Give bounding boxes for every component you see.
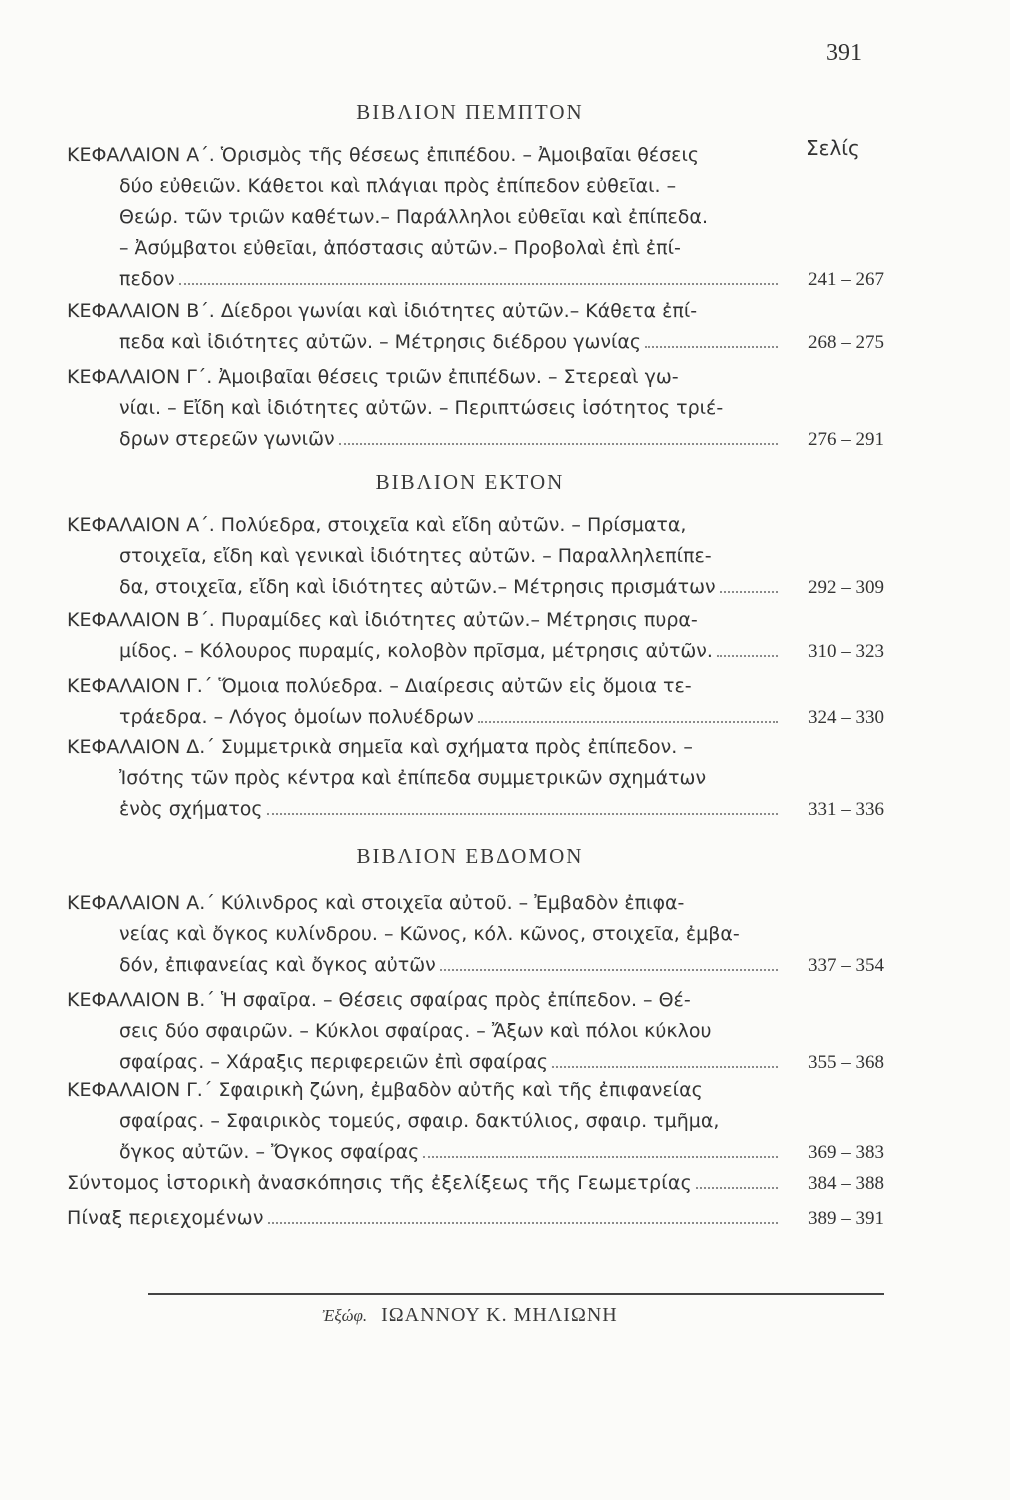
footer-divider [148, 1293, 884, 1295]
page-range: 337 – 354 [808, 955, 884, 976]
entry-line: ΚΕΦΑΛΑΙΟΝ Β.΄ Ἡ σφαῖρα. – Θέσεις σφαίρας πρὸς ἐπίπεδον. – Θέ- [67, 989, 691, 1011]
entry-line: δρων στερεῶν γωνιῶν [119, 428, 335, 450]
toc-entry [67, 985, 884, 1078]
page-range: 389 – 391 [808, 1208, 884, 1229]
entry-line: ὄγκος αὐτῶν. – Ὄγκος σφαίρας [119, 1141, 420, 1163]
toc-entry [67, 1203, 884, 1234]
toc-entry [67, 510, 884, 603]
entry-line: – Ἀσύμβατοι εὐθεῖαι, ἀπόστασις αὐτῶν.– Προβολαὶ ἐπὶ ἐπί- [119, 237, 681, 259]
page-range: 324 – 330 [808, 707, 884, 728]
page-range: 331 – 336 [808, 799, 884, 820]
page-range: 241 – 267 [808, 269, 884, 290]
page-range: 355 – 368 [808, 1052, 884, 1073]
entry-line: πεδα καὶ ἰδιότητες αὐτῶν. – Μέτρησις διέδρου γωνίας [119, 331, 642, 353]
book-title: ΒΙΒΛΙΟΝ ΕΒΔΟΜΟΝ [356, 844, 584, 868]
entry-line: σφαίρας. – Σφαιρικὸς τομεύς, σφαιρ. δακτύλιος, σφαιρ. τμῆμα, [119, 1110, 720, 1132]
entry-line: στοιχεῖα, εἴδη καὶ γενικαὶ ἰδιότητες αὐτῶν. – Παραλληλεπίπε- [119, 545, 712, 567]
page-range: 268 – 275 [808, 332, 884, 353]
entry-line: σεις δύο σφαιρῶν. – Κύκλοι σφαίρας. – Ἄξων καὶ πόλοι κύκλου [119, 1020, 712, 1042]
pages-column-label: Σελίς [806, 136, 860, 160]
entry-line: ΚΕΦΑΛΑΙΟΝ Β΄. Πυραμίδες καὶ ἰδιότητες αὐτῶν.– Μέτρησις πυρα- [67, 609, 698, 631]
page-range: 292 – 309 [808, 577, 884, 598]
entry-line: ΚΕΦΑΛΑΙΟΝ Γ΄. Ἀμοιβαῖαι θέσεις τριῶν ἐπιπέδων. – Στερεαὶ γω- [67, 366, 679, 388]
entry-line: δύο εὐθειῶν. Κάθετοι καὶ πλάγιαι πρὸς ἐπίπεδον εὐθεῖαι. – [119, 175, 677, 197]
footer-label: Ἐξώφ. [322, 1306, 368, 1325]
book-title: ΒΙΒΛΙΟΝ ΠΕΜΠΤΟΝ [356, 100, 584, 124]
toc-entry [67, 671, 884, 733]
entry-line: νίαι. – Εἴδη καὶ ἰδιότητες αὐτῶν. – Περιπτώσεις ἰσότητος τριέ- [119, 397, 724, 419]
toc-entry [67, 362, 884, 455]
page-range: 384 – 388 [808, 1173, 884, 1194]
entry-line: τράεδρα. – Λόγος ὁμοίων πολυέδρων [119, 706, 474, 728]
entry-line: δόν, ἐπιφανείας καὶ ὄγκος αὐτῶν [119, 954, 436, 976]
entry-line: Πίναξ περιεχομένων [67, 1207, 264, 1229]
toc-entry [67, 732, 884, 825]
entry-line: ΚΕΦΑΛΑΙΟΝ Β΄. Δίεδροι γωνίαι καὶ ἰδιότητες αὐτῶν.– Κάθετα ἐπί- [67, 300, 698, 322]
entry-line: ΚΕΦΑΛΑΙΟΝ Α΄. Ὁρισμὸς τῆς θέσεως ἐπιπέδου. – Ἀμοιβαῖαι θέσεις [67, 144, 700, 166]
toc-entry [67, 1168, 884, 1199]
entry-line: ΚΕΦΑΛΑΙΟΝ Γ.΄ Σφαιρικὴ ζώνη, ἐμβαδὸν αὐτῆς καὶ τῆς ἐπιφανείας [67, 1079, 703, 1101]
entry-line: πεδον [119, 268, 175, 290]
page-number: 391 [826, 40, 862, 66]
toc-entry [67, 605, 884, 667]
footer-name: ΙΩΑΝΝΟΥ Κ. ΜΗΛΙΩΝΗ [381, 1304, 618, 1326]
page-range: 276 – 291 [808, 429, 884, 450]
entry-line: νείας καὶ ὄγκος κυλίνδρου. – Κῶνος, κόλ. κῶνος, στοιχεῖα, ἐμβα- [119, 923, 740, 945]
entry-line: ἑνὸς σχήματος [119, 798, 263, 820]
entry-line: σφαίρας. – Χάραξις περιφερειῶν ἐπὶ σφαίρας [119, 1051, 548, 1073]
entry-line: ΚΕΦΑΛΑΙΟΝ Δ.΄ Συμμετρικὰ σημεῖα καὶ σχήματα πρὸς ἐπίπεδον. – [67, 736, 693, 758]
toc-entry [67, 1075, 884, 1168]
page-range: 310 – 323 [808, 641, 884, 662]
entry-line: δα, στοιχεῖα, εἴδη καὶ ἰδιότητες αὐτῶν.– Μέτρησις πρισμάτων [119, 576, 716, 598]
toc-entry [67, 888, 884, 981]
toc-entry [67, 140, 884, 295]
entry-line: ΚΕΦΑΛΑΙΟΝ Γ.΄ Ὅμοια πολύεδρα. – Διαίρεσις αὐτῶν εἰς ὅμοια τε- [67, 675, 692, 697]
entry-line: Σύντομος ἱστορικὴ ἀνασκόπησις τῆς ἐξελίξεως τῆς Γεωμετρίας [67, 1172, 692, 1194]
toc-entry [67, 296, 884, 358]
entry-line: ΚΕΦΑΛΑΙΟΝ Α΄. Πολύεδρα, στοιχεῖα καὶ εἴδη αὐτῶν. – Πρίσματα, [67, 514, 687, 536]
entry-line: Θεώρ. τῶν τριῶν καθέτων.– Παράλληλοι εὐθεῖαι καὶ ἐπίπεδα. [119, 206, 708, 228]
entry-line: Ἰσότης τῶν πρὸς κέντρα καὶ ἐπίπεδα συμμετρικῶν σχημάτων [119, 767, 707, 789]
footer-credit [0, 1304, 940, 1327]
entry-line: μίδος. – Κόλουρος πυραμίς, κολοβὸν πρῖσμα, μέτρησις αὐτῶν. [119, 640, 713, 662]
page-range: 369 – 383 [808, 1142, 884, 1163]
entry-line: ΚΕΦΑΛΑΙΟΝ Α.΄ Κύλινδρος καὶ στοιχεῖα αὐτοῦ. – Ἐμβαδὸν ἐπιφα- [67, 892, 685, 914]
book-title: ΒΙΒΛΙΟΝ ΕΚΤΟΝ [375, 470, 565, 494]
